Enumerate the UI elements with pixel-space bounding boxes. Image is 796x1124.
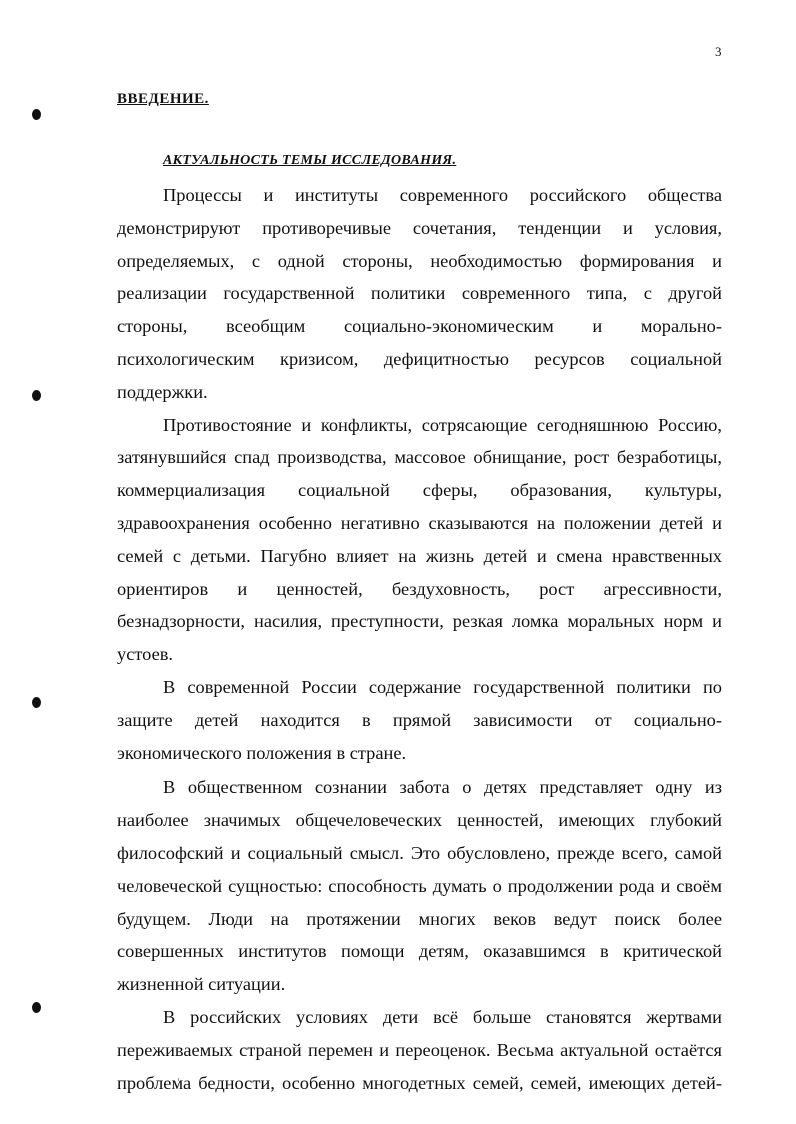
section-heading: ВВЕДЕНИЕ. <box>117 91 209 107</box>
paragraph: В общественном сознании забота о детях представляет одну из наиболее значимых общечеловеческих ценностей, имеющих глубокий философский и социальный смысл. Это обусловлено, прежде всего, самой человеческой сущностью: способность думать о продолжении рода и своём будущем. Люди на протяжении многих веков ведут поиск более совершенных институтов помощи детям, оказавшимся в критической жизненной ситуации. <box>117 777 722 995</box>
binder-hole-mark <box>32 109 41 120</box>
binder-hole-mark <box>32 390 41 401</box>
section-subheading: АКТУАЛЬНОСТЬ ТЕМЫ ИССЛЕДОВАНИЯ. <box>163 153 457 168</box>
paragraph: В современной России содержание государственной политики по защите детей находится в прямой зависимости от социально-экономического положения в стране. <box>117 676 722 763</box>
page-number: 3 <box>715 44 722 59</box>
binder-hole-mark <box>32 1002 41 1013</box>
binder-hole-mark <box>32 697 41 708</box>
paragraph: Противостояние и конфликты, сотрясающие сегодняшнюю Россию, затянувшийся спад производства, массовое обнищание, рост безработицы, коммерциализация социальной сферы, образования, культуры, здравоохранения особенно негативно сказываются на положении детей и семей с детьми. Пагубно влияет на жизнь детей и смена нравственных ориентиров и ценностей, бездуховность, рост агрессивности, безнадзорности, насилия, преступности, резкая ломка моральных норм и устоев. <box>117 414 722 665</box>
paragraph: Процессы и институты современного российского общества демонстрируют противоречивые сочетания, тенденции и условия, определяемых, с одной стороны, необходимостью формирования и реализации государственной политики современного типа, с другой стороны, всеобщим социально-экономическим и морально-психологическим кризисом, дефицитностью ресурсов социальной поддержки. <box>117 185 722 402</box>
paragraph: В российских условиях дети всё больше становятся жертвами переживаемых страной перемен и переоценок. Весьма актуальной остаётся проблема бедности, особенно многодетных семей, семей, имеющих детей- <box>117 1006 722 1093</box>
body-text <box>117 179 722 1099</box>
